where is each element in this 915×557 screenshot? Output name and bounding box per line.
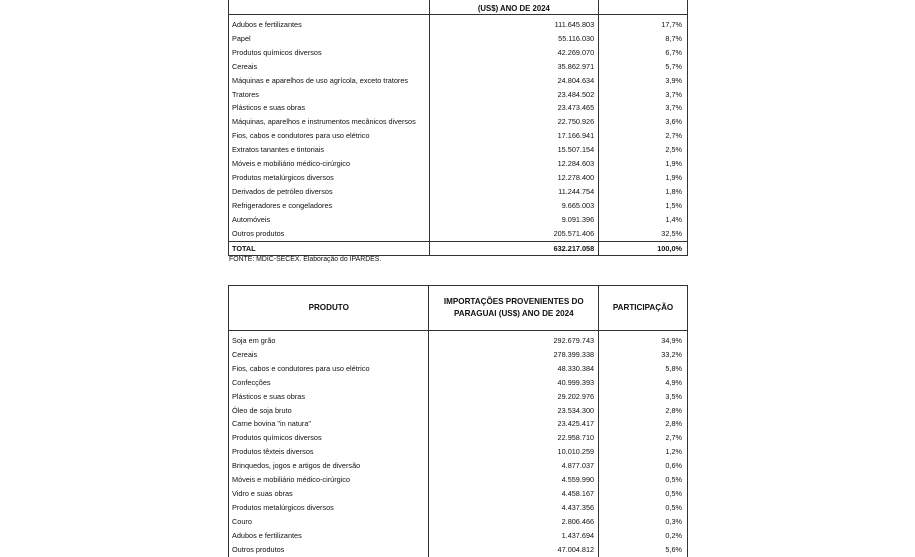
table-row: [229, 404, 688, 418]
valor-cell: 4.877.037: [429, 459, 599, 473]
table-row: [229, 362, 688, 376]
table-row: [229, 348, 688, 362]
valor-cell: 9.665.003: [429, 199, 599, 213]
header-importacoes-line2: PARAGUAI (US$) ANO DE 2024: [453, 309, 574, 318]
produto-cell: Máquinas e aparelhos de uso agrícola, exceto tratores: [229, 74, 430, 88]
valor-cell: 22.750.926: [429, 115, 599, 129]
table-row: [229, 185, 688, 199]
total-valor: 632.217.058: [429, 241, 599, 256]
participacao-cell: 2,8%: [599, 417, 688, 431]
table-row: [229, 487, 688, 501]
table-row: [229, 543, 688, 557]
produto-cell: Plásticos e suas obras: [229, 390, 429, 404]
table-row: [229, 213, 688, 227]
participacao-cell: 8,7%: [599, 32, 688, 46]
produto-cell: Outros produtos: [229, 227, 430, 241]
produto-cell: Refrigeradores e congeladores: [229, 199, 430, 213]
produto-cell: Fios, cabos e condutores para uso elétrico: [229, 362, 429, 376]
produto-cell: Cereais: [229, 60, 430, 74]
imports-table-header: [229, 286, 688, 331]
valor-cell: 11.244.754: [429, 185, 599, 199]
participacao-cell: 0,6%: [599, 459, 688, 473]
participacao-cell: 0,5%: [599, 487, 688, 501]
valor-cell: 48.330.384: [429, 362, 599, 376]
table-row: [229, 445, 688, 459]
exports-table-body: [229, 0, 688, 256]
participacao-cell: 33,2%: [599, 348, 688, 362]
produto-cell: Produtos metalúrgicos diversos: [229, 171, 430, 185]
valor-cell: 24.804.634: [429, 74, 599, 88]
table-row: [229, 473, 688, 487]
valor-cell: 4.559.990: [429, 473, 599, 487]
produto-cell: Couro: [229, 515, 429, 529]
produto-cell: Vidro e suas obras: [229, 487, 429, 501]
table-row: [229, 101, 688, 115]
valor-cell: 23.425.417: [429, 417, 599, 431]
valor-cell: 15.507.154: [429, 143, 599, 157]
valor-cell: 23.534.300: [429, 404, 599, 418]
produto-cell: Móveis e mobiliário médico-cirúrgico: [229, 157, 430, 171]
header-participacao-cell: [599, 0, 688, 15]
valor-cell: 1.437.694: [429, 529, 599, 543]
participacao-cell: 2,7%: [599, 129, 688, 143]
table-row: [229, 88, 688, 102]
participacao-cell: 5,8%: [599, 362, 688, 376]
participacao-cell: 2,8%: [599, 404, 688, 418]
participacao-cell: 3,7%: [599, 88, 688, 102]
source-note: FONTE: MDIC-SECEX. Elaboração do IPARDES.: [229, 256, 382, 263]
table-row: [229, 331, 688, 348]
participacao-cell: 34,9%: [599, 331, 688, 348]
participacao-cell: 32,5%: [599, 227, 688, 241]
table-row: [229, 46, 688, 60]
table-row: [229, 157, 688, 171]
participacao-cell: 1,8%: [599, 185, 688, 199]
participacao-cell: 0,5%: [599, 501, 688, 515]
produto-cell: Extratos tanantes e tintoriais: [229, 143, 430, 157]
valor-cell: 10.010.259: [429, 445, 599, 459]
total-label: TOTAL: [229, 241, 430, 256]
imports-table-body: [229, 286, 688, 557]
produto-cell: Confecções: [229, 376, 429, 390]
participacao-cell: 3,7%: [599, 101, 688, 115]
valor-cell: 22.958.710: [429, 431, 599, 445]
produto-cell: Adubos e fertilizantes: [229, 15, 430, 32]
produto-cell: Móveis e mobiliário médico-cirúrgico: [229, 473, 429, 487]
produto-cell: Produtos químicos diversos: [229, 46, 430, 60]
participacao-cell: 4,9%: [599, 376, 688, 390]
produto-cell: Carne bovina "in natura": [229, 417, 429, 431]
valor-cell: 2.806.466: [429, 515, 599, 529]
produto-cell: Adubos e fertilizantes: [229, 529, 429, 543]
participacao-cell: 17,7%: [599, 15, 688, 32]
valor-cell: 55.116.030: [429, 32, 599, 46]
participacao-cell: 0,3%: [599, 515, 688, 529]
valor-cell: 278.399.338: [429, 348, 599, 362]
valor-cell: 111.645.803: [429, 15, 599, 32]
header-value-cell: (US$) ANO DE 2024: [429, 0, 599, 15]
total-row: [229, 241, 688, 256]
imports-table: [228, 285, 688, 557]
participacao-cell: 3,6%: [599, 115, 688, 129]
participacao-cell: 1,5%: [599, 199, 688, 213]
valor-cell: 4.437.356: [429, 501, 599, 515]
participacao-cell: 1,9%: [599, 171, 688, 185]
valor-cell: 17.166.941: [429, 129, 599, 143]
participacao-cell: 3,5%: [599, 390, 688, 404]
produto-cell: Tratores: [229, 88, 430, 102]
produto-cell: Cereais: [229, 348, 429, 362]
participacao-cell: 0,5%: [599, 473, 688, 487]
produto-cell: Óleo de soja bruto: [229, 404, 429, 418]
produto-cell: Derivados de petróleo diversos: [229, 185, 430, 199]
valor-cell: 29.202.976: [429, 390, 599, 404]
table-row: [229, 431, 688, 445]
total-participacao: 100,0%: [599, 241, 688, 256]
valor-cell: 40.999.393: [429, 376, 599, 390]
valor-cell: 23.484.502: [429, 88, 599, 102]
table-row: [229, 376, 688, 390]
exports-table: [228, 0, 688, 256]
table-row: [229, 15, 688, 32]
valor-cell: 47.004.812: [429, 543, 599, 557]
table-row: [229, 515, 688, 529]
produto-cell: Produtos têxteis diversos: [229, 445, 429, 459]
table-row: [229, 60, 688, 74]
table-row: [229, 129, 688, 143]
table-row: [229, 501, 688, 515]
table-row: [229, 143, 688, 157]
header-produto-cell: [229, 0, 430, 15]
table-row: [229, 74, 688, 88]
header-importacoes: [429, 286, 599, 331]
participacao-cell: 2,5%: [599, 143, 688, 157]
participacao-cell: 1,4%: [599, 213, 688, 227]
table-row: [229, 115, 688, 129]
valor-cell: 9.091.396: [429, 213, 599, 227]
produto-cell: Produtos metalúrgicos diversos: [229, 501, 429, 515]
produto-cell: Outros produtos: [229, 543, 429, 557]
table-row: [229, 171, 688, 185]
valor-cell: 35.862.971: [429, 60, 599, 74]
table-row: [229, 227, 688, 241]
produto-cell: Produtos químicos diversos: [229, 431, 429, 445]
header-importacoes-line1: IMPORTAÇÕES PROVENIENTES DO: [443, 297, 584, 306]
valor-cell: 205.571.406: [429, 227, 599, 241]
valor-cell: 12.278.400: [429, 171, 599, 185]
produto-cell: Soja em grão: [229, 331, 429, 348]
participacao-cell: 0,2%: [599, 529, 688, 543]
table-row: [229, 459, 688, 473]
valor-cell: 42.269.070: [429, 46, 599, 60]
exports-table-header: [229, 0, 688, 15]
valor-cell: 12.284.603: [429, 157, 599, 171]
produto-cell: Fios, cabos e condutores para uso elétrico: [229, 129, 430, 143]
header-participacao: PARTICIPAÇÃO: [599, 286, 688, 331]
table-row: [229, 32, 688, 46]
produto-cell: Brinquedos, jogos e artigos de diversão: [229, 459, 429, 473]
table-row: [229, 417, 688, 431]
participacao-cell: 1,9%: [599, 157, 688, 171]
produto-cell: Plásticos e suas obras: [229, 101, 430, 115]
participacao-cell: 6,7%: [599, 46, 688, 60]
produto-cell: Máquinas, aparelhos e instrumentos mecânicos diversos: [229, 115, 430, 129]
participacao-cell: 3,9%: [599, 74, 688, 88]
table-row: [229, 390, 688, 404]
table-row: [229, 199, 688, 213]
participacao-cell: 5,7%: [599, 60, 688, 74]
participacao-cell: 1,2%: [599, 445, 688, 459]
participacao-cell: 2,7%: [599, 431, 688, 445]
produto-cell: Automóveis: [229, 213, 430, 227]
header-produto: PRODUTO: [229, 286, 429, 331]
valor-cell: 292.679.743: [429, 331, 599, 348]
participacao-cell: 5,6%: [599, 543, 688, 557]
table-row: [229, 529, 688, 543]
produto-cell: Papel: [229, 32, 430, 46]
valor-cell: 4.458.167: [429, 487, 599, 501]
valor-cell: 23.473.465: [429, 101, 599, 115]
